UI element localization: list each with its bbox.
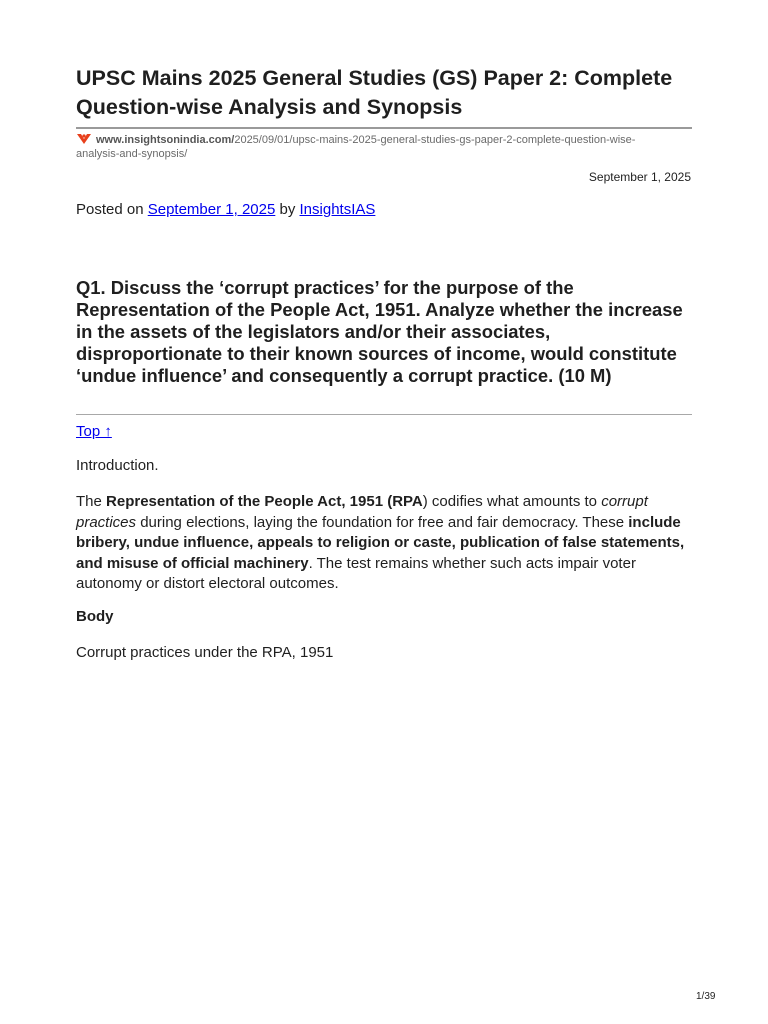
para-text-2: ) codifies what amounts to — [422, 493, 602, 510]
introduction-label: Introduction. — [76, 457, 159, 474]
source-url[interactable] — [76, 133, 676, 161]
page-number: 1/39 — [696, 991, 716, 1002]
posted-prefix: Posted on — [76, 201, 144, 218]
posted-by: by — [279, 201, 296, 218]
question-heading: Q1. Discuss the ‘corrupt practices’ for the purpose of the Representation of the People Act, 1951. Analyze whether the increase in the assets of the legislators and/or their associates, disproportionate to their known sources of income, would constitute ‘undue influence’ and consequently a corrupt practice. (10 M) — [76, 277, 683, 386]
question-divider — [76, 414, 692, 415]
header-date: September 1, 2025 — [588, 170, 691, 184]
article-title: UPSC Mains 2025 General Studies (GS) Paper 2: Complete Question-wise Analysis and Synopsis — [76, 66, 673, 119]
para-bold-1: Representation of the People Act, 1951 (RPA — [106, 493, 423, 510]
author-link[interactable]: InsightsIAS — [299, 201, 376, 218]
title-divider — [76, 127, 692, 129]
para-bold-2: include bribery, undue influence, appeals to religion or caste, publication of false statements, and misuse of official machinery — [76, 513, 685, 572]
source-path: 2025/09/01/upsc-mains-2025-general-studies-gs-paper-2-complete-question-wise-analysis-and-synopsis/ — [76, 134, 636, 160]
introduction-paragraph — [76, 492, 692, 595]
body-heading: Body — [76, 608, 114, 625]
top-link[interactable]: Top ↑ — [76, 423, 112, 440]
post-date-link[interactable]: September 1, 2025 — [147, 201, 276, 218]
post-meta — [76, 201, 375, 219]
para-italic-1: corrupt practices — [76, 493, 648, 531]
source-domain: www.insightsonindia.com/ — [96, 134, 235, 146]
para-text-3: during elections, laying the foundation for free and fair democracy. These — [136, 513, 629, 531]
body-subheading: Corrupt practices under the RPA, 1951 — [76, 644, 334, 661]
para-text-4: . The test remains whether such acts impair voter autonomy or distort electoral outcomes. — [76, 554, 636, 592]
insights-logo-icon — [76, 133, 92, 145]
para-text-1: The — [76, 493, 107, 510]
